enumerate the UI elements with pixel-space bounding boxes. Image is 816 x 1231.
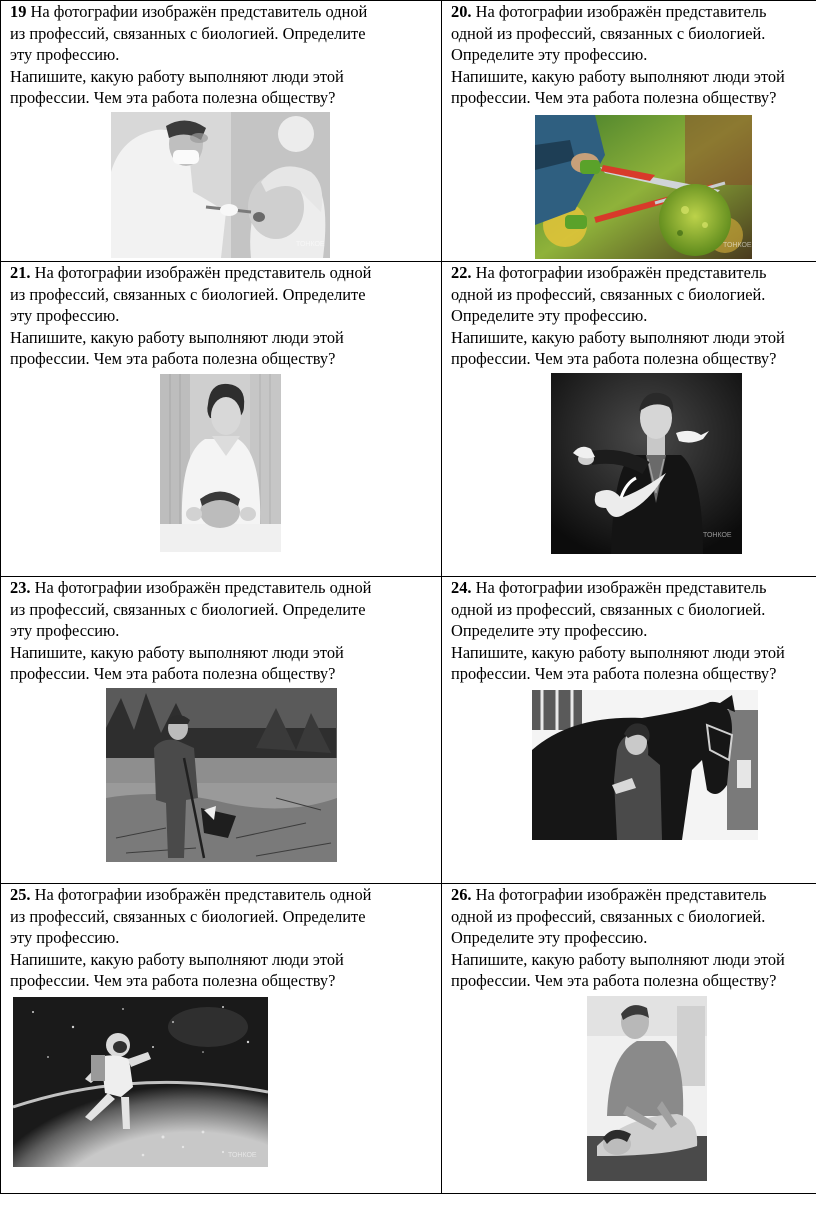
question-text: 25. На фотографии изображён представитель одной из профессий, связанных с биологией. Определите эту профессию. Напишите, какую работу выполняют люди этой профессии. Чем эта работа полезна обществу? <box>10 885 372 990</box>
question-number: 23. <box>10 578 31 597</box>
photo-watermark: ТОНКОЕ <box>723 242 752 249</box>
table-border-bottom <box>0 1193 816 1194</box>
gardener-photo <box>535 115 752 259</box>
question-number: 20. <box>451 2 472 21</box>
question-text: 26. На фотографии изображён представитель одной из профессий, связанных с биологией. Определите эту профессию. Напишите, какую работу выполняют люди этой профессии. Чем эта работа полезна обществу? <box>451 885 785 990</box>
photo-watermark: ТОНКОЕ <box>296 241 325 248</box>
question-number: 26. <box>451 885 472 904</box>
question-number: 24. <box>451 578 472 597</box>
question-number: 25. <box>10 885 31 904</box>
question-number: 21. <box>10 263 31 282</box>
question-text: 24. На фотографии изображён представитель одной из профессий, связанных с биологией. Определите эту профессию. Напишите, какую работу выполняют люди этой профессии. Чем эта работа полезна обществу? <box>451 578 785 683</box>
question-text: 20. На фотографии изображён представитель одной из профессий, связанных с биологией. Определите эту профессию. Напишите, какую работу выполняют люди этой профессии. Чем эта работа полезна обществу? <box>451 2 785 107</box>
question-text: 22. На фотографии изображён представитель одной из профессий, связанных с биологией. Определите эту профессию. Напишите, какую работу выполняют люди этой профессии. Чем эта работа полезна обществу? <box>451 263 785 368</box>
question-text: 23. На фотографии изображён представитель одной из профессий, связанных с биологией. Определите эту профессию. Напишите, какую работу выполняют люди этой профессии. Чем эта работа полезна обществу? <box>10 578 372 683</box>
massage-therapist-photo <box>587 996 707 1181</box>
photo-watermark: ТОНКОЕ <box>703 532 732 539</box>
dentist-photo <box>111 112 330 258</box>
question-text: 19 На фотографии изображён представитель одной из профессий, связанных с биологией. Определите эту профессию. Напишите, какую работу выполняют люди этой профессии. Чем эта работа полезна обществу? <box>10 2 368 107</box>
veterinarian-photo <box>532 690 758 840</box>
astronaut-photo <box>13 997 268 1167</box>
question-number: 22. <box>451 263 472 282</box>
cosmetologist-photo <box>160 374 281 552</box>
question-number: 19 <box>10 2 27 21</box>
question-text: 21. На фотографии изображён представитель одной из профессий, связанных с биологией. Определите эту профессию. Напишите, какую работу выполняют люди этой профессии. Чем эта работа полезна обществу? <box>10 263 372 368</box>
forester-photo <box>106 688 337 862</box>
photo-watermark: ТОНКОЕ <box>228 1152 257 1159</box>
bird-handler-photo <box>551 373 742 554</box>
